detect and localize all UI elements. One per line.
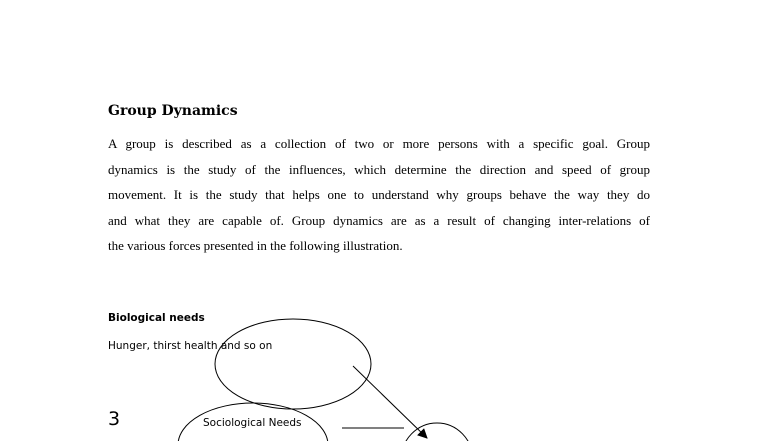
- paragraph-line: dynamics is the study of the influences, which determine the direction and speed of group: [108, 161, 650, 177]
- page-number: 3: [108, 408, 121, 430]
- paragraph-line: and what they are capable of. Group dynamics are as a result of changing inter-relations of: [108, 212, 650, 228]
- biological-needs-description: Hunger, thirst health and so on: [108, 340, 273, 352]
- sociological-needs-title: Sociological Needs: [203, 417, 302, 429]
- central-ellipse: [401, 423, 473, 441]
- paragraph-line: A group is described as a collection of two or more persons with a specific goal. Group: [108, 136, 650, 151]
- biological-needs-title: Biological needs: [108, 312, 205, 324]
- section-heading: Group Dynamics: [108, 103, 238, 119]
- paragraph-line: the various forces presented in the following illustration.: [108, 238, 403, 253]
- arrow-biological-to-center: [353, 366, 427, 438]
- paragraph-line: movement. It is the study that helps one to understand why groups behave the way they do: [108, 187, 650, 202]
- biological-needs-ellipse: [215, 319, 371, 409]
